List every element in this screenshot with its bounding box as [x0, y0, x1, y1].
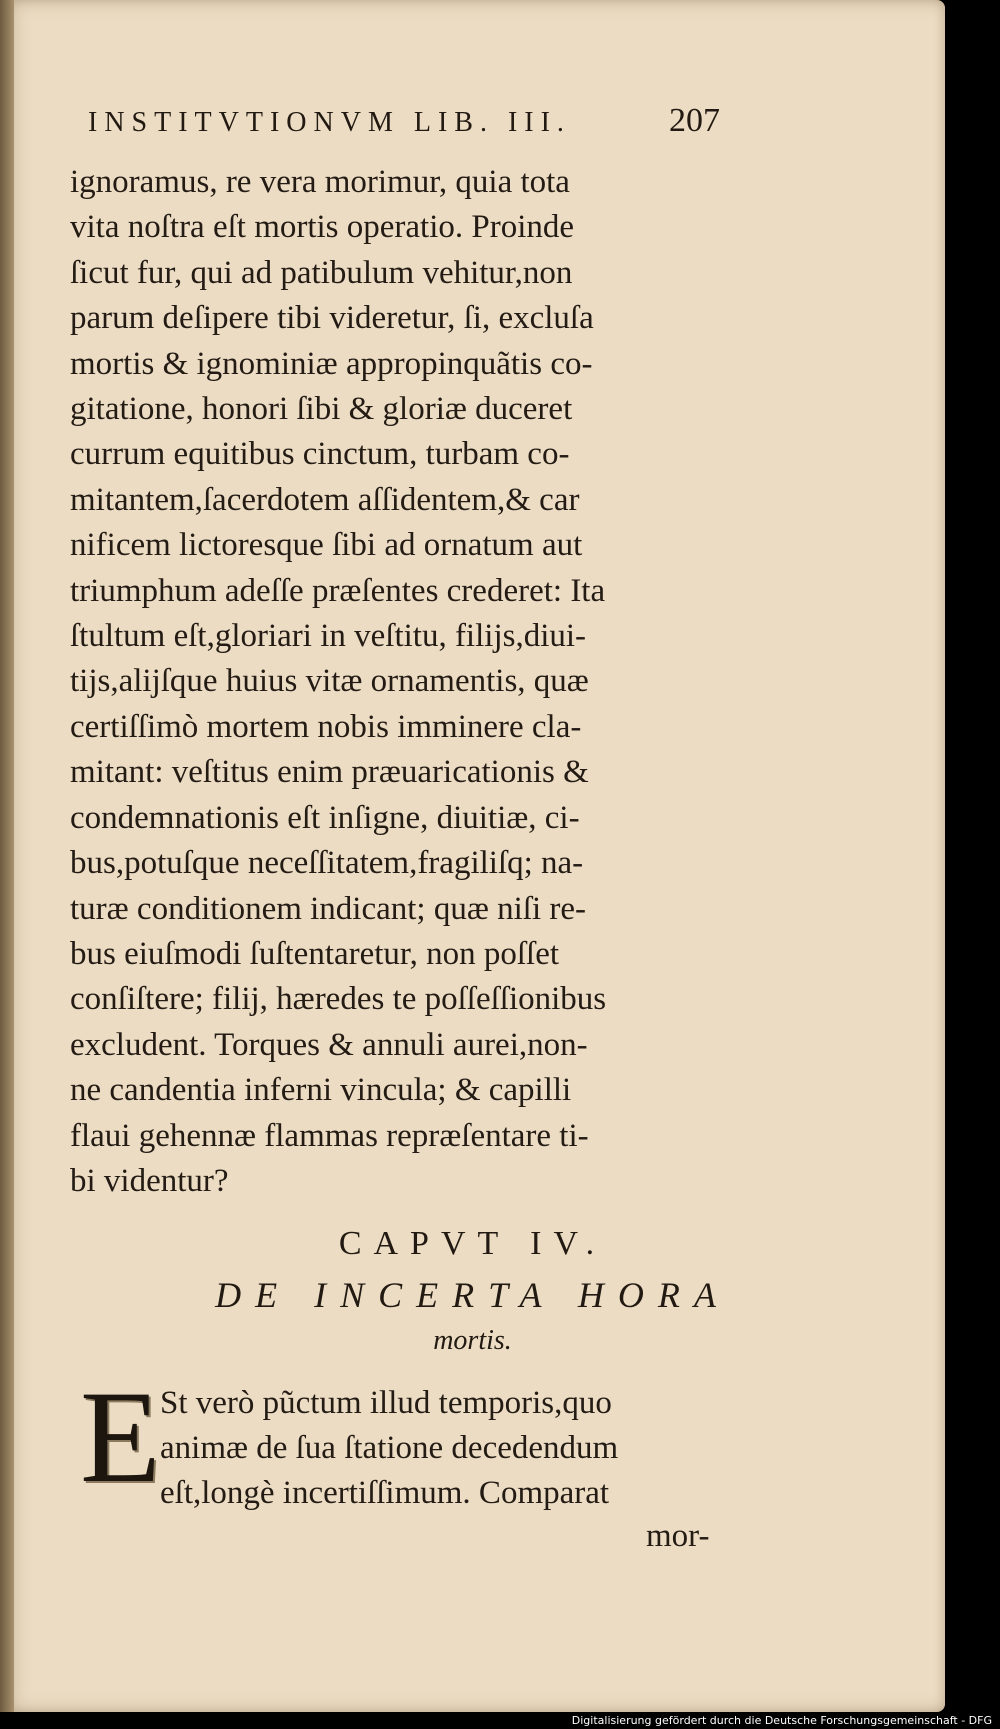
text-line: triumphum adeſſe præſentes crederet: Ita: [70, 572, 606, 609]
text-line: gitatione, honori ſibi & gloriæ duceret: [70, 391, 573, 428]
text-line: turæ conditionem indicant; quæ niſi re-: [70, 890, 586, 927]
chapter-title: DE INCERTA HORA: [215, 1275, 730, 1315]
page-number: 207: [669, 102, 720, 139]
text-line: currum equitibus cinctum, turbam co-: [70, 436, 570, 473]
text-line: bus eiuſmodi ſuſtentaretur, non poſſet: [70, 935, 560, 972]
text-line: excludent. Torques & annuli aurei,non-: [70, 1026, 588, 1063]
chapter-paragraph: [160, 1381, 745, 1516]
text-line: ſtultum eſt,gloriari in veſtitu, filijs,diui-: [70, 618, 587, 655]
digitization-credit: Digitalisierung gefördert durch die Deutsche Forschungsgemeinschaft - DFG: [571, 1714, 992, 1727]
text-line: tijs,alijſque huius vitæ ornamentis, quæ: [70, 663, 589, 700]
text-line: flaui gehennæ flammas repræſentare ti-: [70, 1117, 589, 1154]
text-line: animæ de ſua ſtatione decedendum: [160, 1430, 619, 1466]
body-paragraph: [70, 160, 735, 1204]
chapter-label: CAPVT IV.: [338, 1225, 607, 1262]
text-line: conſiſtere; filij, hæredes te poſſeſſionibus: [70, 981, 607, 1018]
text-line: condemnationis eſt inſigne, diuitiæ, ci-: [70, 799, 580, 836]
text-line: vita noſtra eſt mortis operatio. Proinde: [70, 209, 575, 246]
text-line: St verò pũctum illud temporis,quo: [160, 1385, 612, 1421]
catchword: mor-: [646, 1518, 710, 1554]
text-line: nificem lictoresque ſibi ad ornatum aut: [70, 527, 583, 564]
drop-cap-initial: E: [80, 1363, 161, 1510]
text-line: ſicut fur, qui ad patibulum vehitur,non: [70, 254, 573, 291]
text-line: ignoramus, re vera morimur, quia tota: [70, 164, 570, 200]
running-title: INSTITVTIONVM LIB. III.: [88, 107, 571, 138]
running-head: [88, 102, 720, 140]
chapter-subtitle: mortis.: [433, 1325, 512, 1356]
text-line: bi videntur?: [70, 1162, 229, 1199]
text-line: mortis & ignominiæ appropinquãtis co-: [70, 345, 593, 382]
page-gutter: [0, 0, 14, 1712]
text-line: eſt,longè incertiſſimum. Comparat: [160, 1475, 610, 1511]
text-line: certiſſimò mortem nobis imminere cla-: [70, 708, 582, 745]
text-line: mitant: veſtitus enim præuaricationis &: [70, 754, 589, 791]
text-line: ne candentia inferni vincula; & capilli: [70, 1072, 572, 1109]
text-line: mitantem,ſacerdotem aſſidentem,& car: [70, 481, 580, 518]
text-line: bus,potuſque neceſſitatem,fragiliſq; na-: [70, 845, 584, 882]
text-line: parum deſipere tibi videretur, ſi, excluſa: [70, 300, 594, 337]
